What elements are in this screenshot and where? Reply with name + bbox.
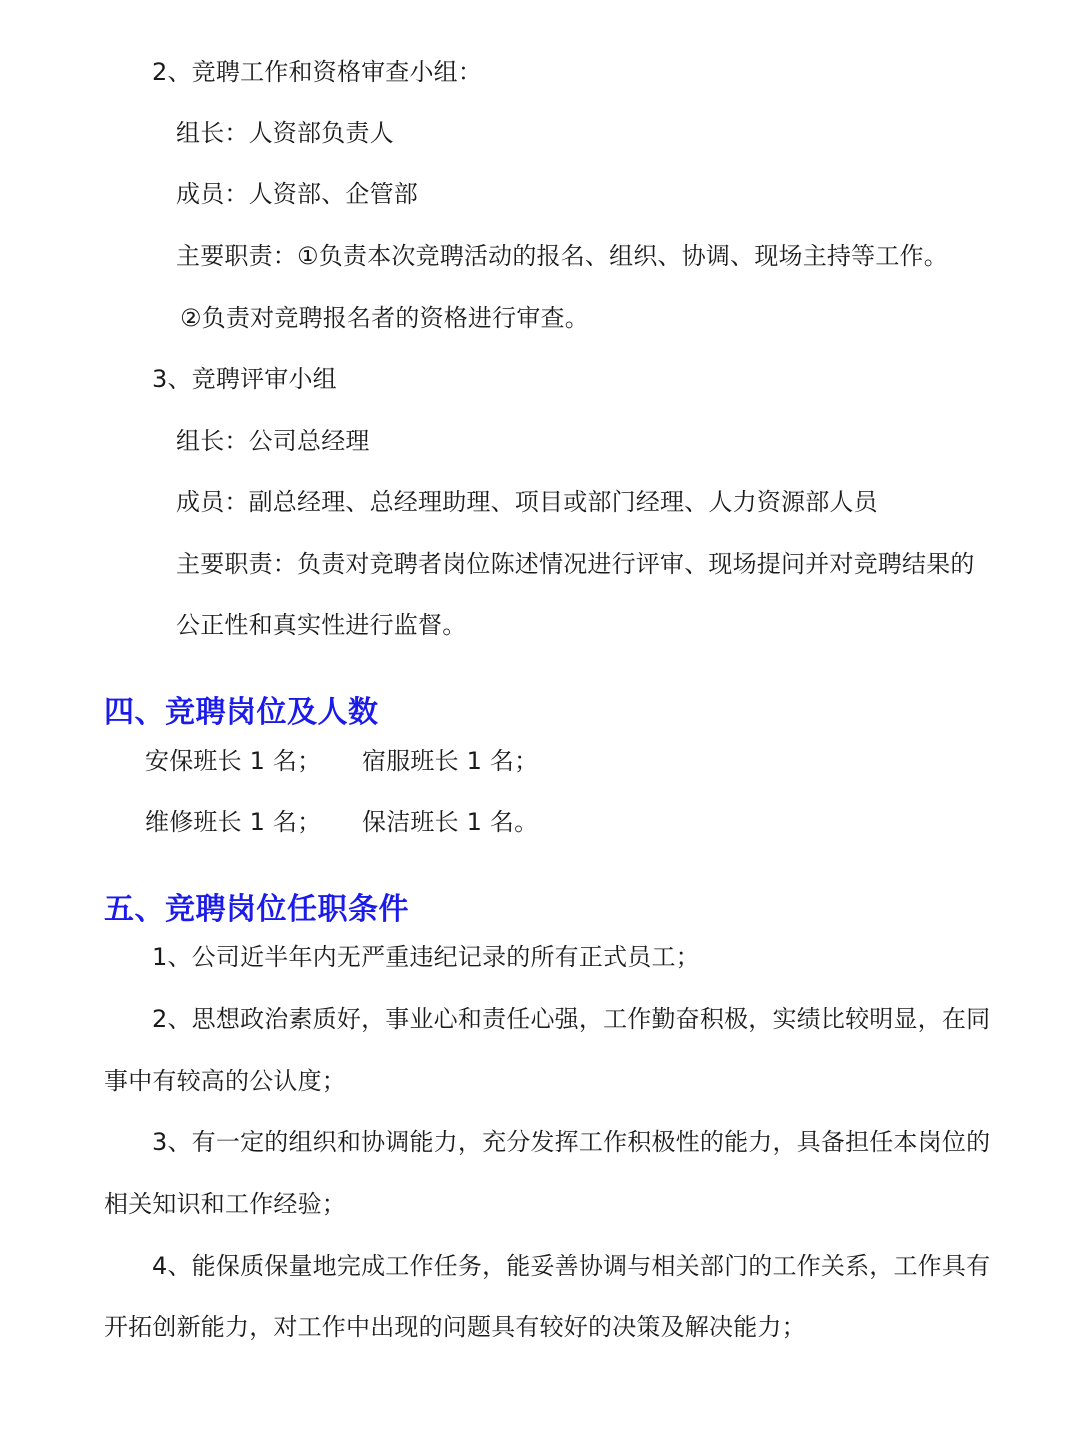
condition-3-line-2: 相关知识和工作经验； (104, 1190, 346, 1218)
item2-members: 成员：人资部、企管部 (176, 180, 418, 208)
condition-1: 1、公司近半年内无严重违纪记录的所有正式员工； (152, 943, 700, 971)
condition-4-line-1: 4、能保质保量地完成工作任务，能妥善协调与相关部门的工作关系，工作具有 (152, 1252, 991, 1280)
condition-2-line-1: 2、思想政治素质好，事业心和责任心强，工作勤奋积极，实绩比较明显，在同 (152, 1005, 991, 1033)
condition-2-line-2: 事中有较高的公认度； (104, 1067, 346, 1095)
item3-leader: 组长：公司总经理 (176, 427, 370, 455)
item2-duty-1: 主要职责：①负责本次竞聘活动的报名、组织、协调、现场主持等工作。 (176, 242, 948, 270)
section4-heading: 四、竞聘岗位及人数 (104, 695, 379, 730)
position-dorm-service-leader: 宿服班长 1 名； (362, 747, 539, 775)
position-maintenance-leader: 维修班长 1 名； (145, 808, 322, 836)
item2-title: 2、竞聘工作和资格审查小组： (152, 58, 483, 86)
condition-3-line-1: 3、有一定的组织和协调能力，充分发挥工作积极性的能力，具备担任本岗位的 (152, 1128, 991, 1156)
position-security-leader: 安保班长 1 名； (145, 747, 322, 775)
condition-4-line-2: 开拓创新能力，对工作中出现的问题具有较好的决策及解决能力； (104, 1313, 806, 1341)
item3-title: 3、竞聘评审小组 (152, 365, 337, 393)
item3-members: 成员：副总经理、总经理助理、项目或部门经理、人力资源部人员 (176, 488, 878, 516)
item3-duty-line-2: 公正性和真实性进行监督。 (176, 611, 467, 639)
item3-duty-line-1: 主要职责：负责对竞聘者岗位陈述情况进行评审、现场提问并对竞聘结果的 (176, 550, 975, 578)
section5-heading: 五、竞聘岗位任职条件 (104, 892, 409, 927)
item2-duty-2: ②负责对竞聘报名者的资格进行审查。 (180, 304, 589, 332)
position-cleaning-leader: 保洁班长 1 名。 (362, 808, 539, 836)
item2-leader: 组长：人资部负责人 (176, 119, 394, 147)
